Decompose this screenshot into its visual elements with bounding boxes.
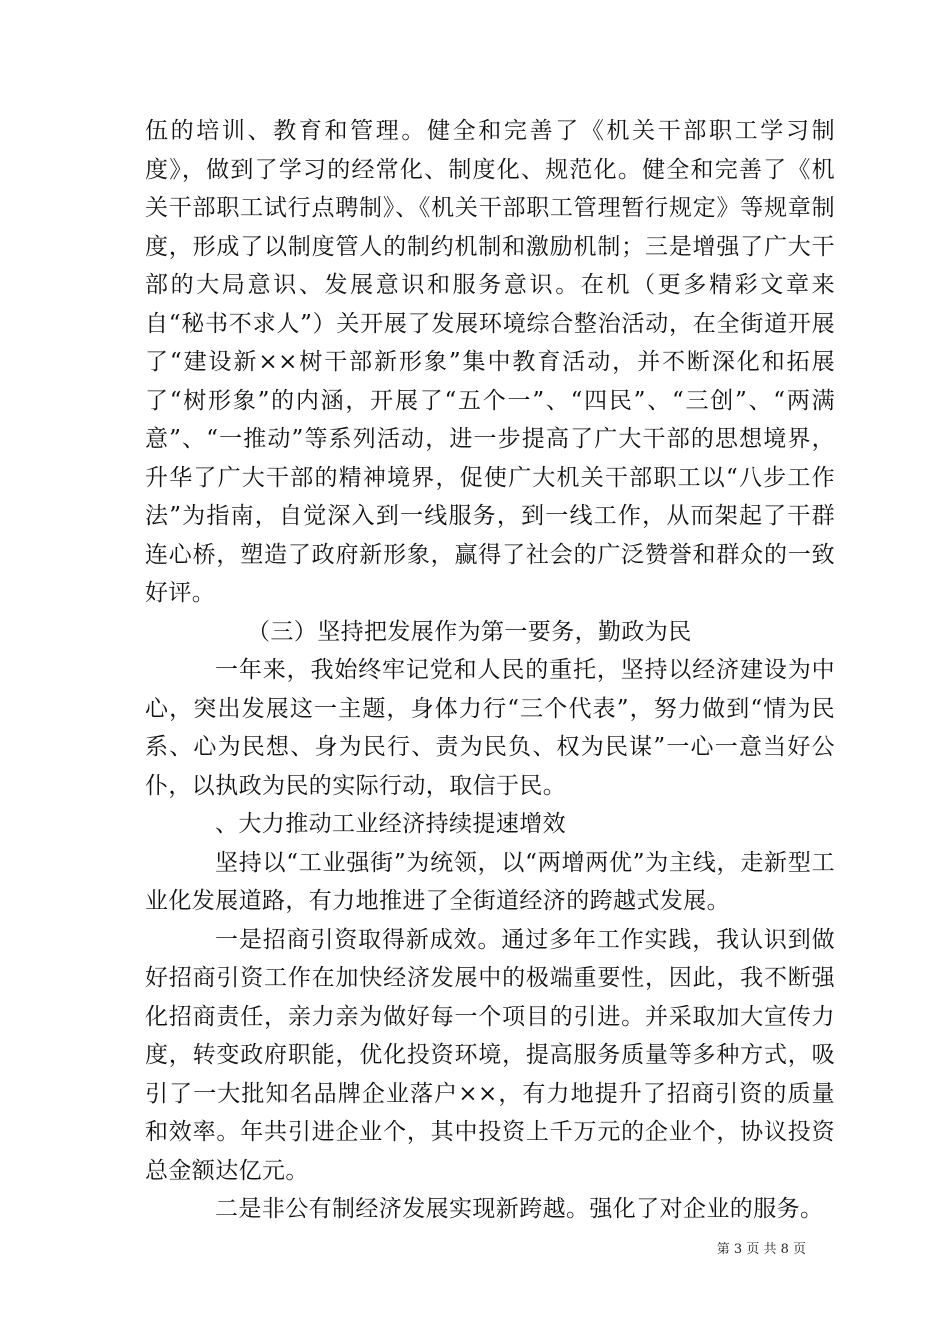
document-body <box>145 112 835 1229</box>
page-number: 第 3 页 共 8 页 <box>716 1242 806 1257</box>
paragraph-continued: 伍的培训、教育和管理。健全和完善了《机关干部职工学习制度》，做到了学习的经常化、制度化、规范化。健全和完善了《机关干部职工试行点聘制》、《机关干部职工管理暂行规定》等规章制度，形成了以制度管人的制约机制和激励机制；三是增强了广大干部的大局意识、发展意识和服务意识。在机（更多精彩文章来自“秘书不求人”）关开展了发展环境综合整治活动，在全街道开展了“建设新××树干部新形象”集中教育活动，并不断深化和拓展了“树形象”的内涵，开展了“五个一”、“四民”、“三创”、“两满意”、“一推动”等系列活动，进一步提高了广大干部的思想境界，升华了广大干部的精神境界，促使广大机关干部职工以“八步工作法”为指南，自觉深入到一线服务，到一线工作，从而架起了干群连心桥，塑造了政府新形象，赢得了社会的广泛赞誉和群众的一致好评。 <box>145 118 835 606</box>
paragraph: 二是非公有制经济发展实现新跨越。强化了对企业的服务。 <box>215 1196 824 1222</box>
paragraph: 坚持以“工业强街”为统领，以“两增两优”为主线，走新型工业化发展道路，有力地推进了全街道经济的跨越式发展。 <box>145 849 835 914</box>
subsection-heading: 、大力推动工业经济持续提速增效 <box>215 811 566 837</box>
paragraph: 一年来，我始终牢记党和人民的重托，坚持以经济建设为中心，突出发展这一主题，身体力行“三个代表”，努力做到“情为民系、心为民想、身为民行、责为民负、权为民谋”一心一意当好公仆，以执政为民的实际行动，取信于民。 <box>145 657 835 799</box>
paragraph: 一是招商引资取得新成效。通过多年工作实践，我认识到做好招商引资工作在加快经济发展中的极端重要性，因此，我不断强化招商责任，亲力亲为做好每一个项目的引进。并采取加大宣传力度，转变政府职能，优化投资环境，提高服务质量等多种方式，吸引了一大批知名品牌企业落户××，有力地提升了招商引资的质量和效率。年共引进企业个，其中投资上千万元的企业个，协议投资总金额达亿元。 <box>145 926 835 1184</box>
section-heading: （三）坚持把发展作为第一要务，勤政为民 <box>247 618 692 645</box>
